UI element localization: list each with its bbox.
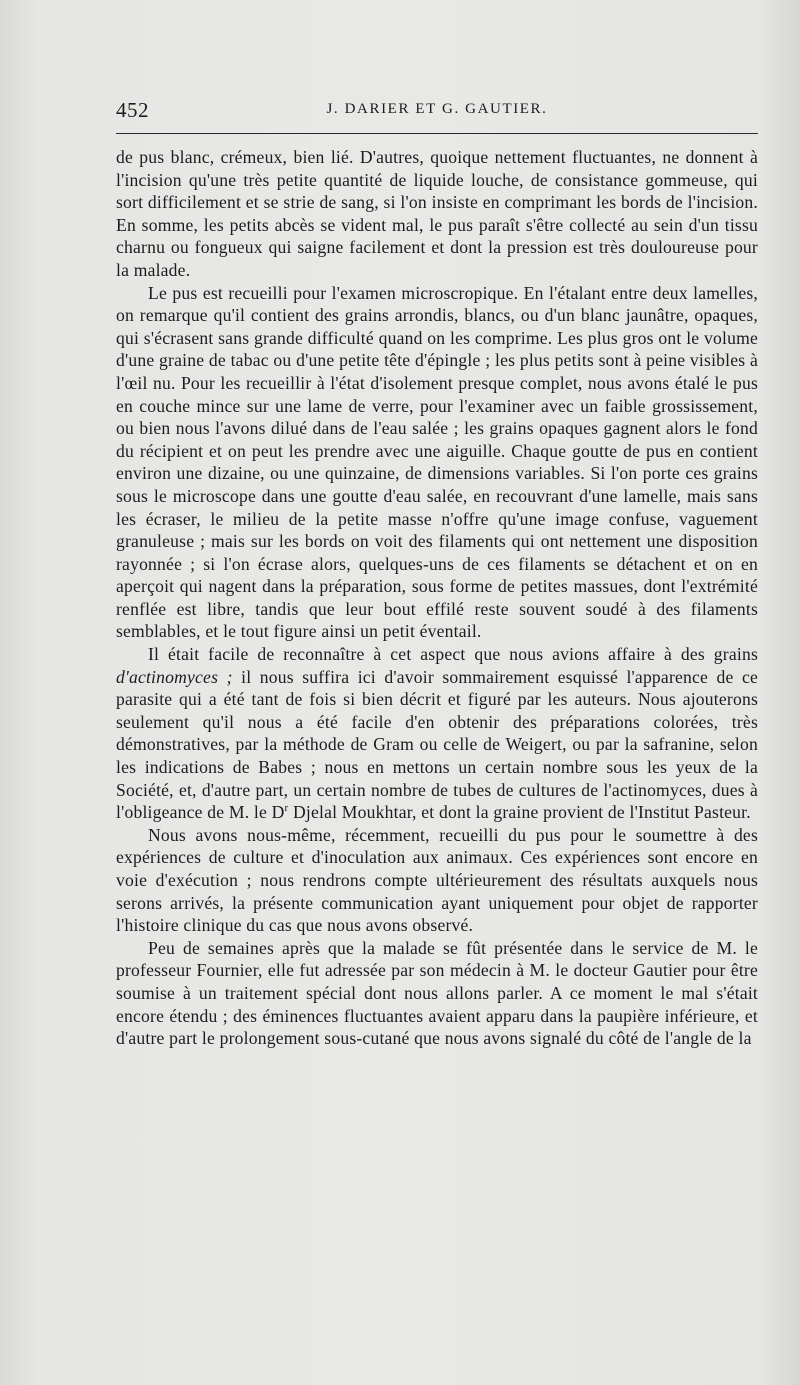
running-title: J. DARIER ET G. GAUTIER. [326, 101, 548, 117]
paragraph-3-italic-term: d'actinomyces ; [116, 666, 233, 687]
paragraph-1: de pus blanc, crémeux, bien lié. D'autres, quoique nettement fluctuantes, ne donnent à l'incision qu'une très petite quantité de liquide louche, de consistance gommeuse, qui sort difficilement et se strie de sang, si l'on insiste en comprimant les bords de l'incision. En somme, les petits abcès se vident mal, le pus paraît s'être collecté au sein d'un tissu charnu ou fongueux qui saigne facilement et dont la pression est très douloureuse pour la malade. [116, 147, 758, 280]
paragraph-5: Peu de semaines après que la malade se fût présentée dans le service de M. le professeur Fournier, elle fut adressée par son médecin à M. le docteur Gautier pour être soumise à un traitement spécial dont nous allons parler. A ce moment le mal s'était encore étendu ; des éminences fluctuantes avaient apparu dans la paupière inférieure, et d'autre part le prolongement sous-cutané que nous avons signalé du côté de l'angle de la [116, 937, 758, 1049]
page-header [116, 98, 758, 128]
paragraph-3-superscript: r [284, 802, 289, 815]
paragraph-3-text-b: il nous suffira ici d'avoir sommairement esquissé l'apparence de ce parasite qui a été tant de fois si bien décrit et figuré par les auteurs. Nous ajouterons seulement qu'il nous a été facile d'en obtenir des préparations colorées, très démonstratives, par la méthode de Gram ou celle de Weigert, ou par la safranine, selon les indications de Babes ; nous en mettons un certain nombre sous les yeux de la Société, et, d'autre part, un certain nombre de tubes de cultures de l'actinomyces, dues à l'obligeance de M. le D [116, 666, 758, 823]
paragraph-4: Nous avons nous-même, récemment, recueilli du pus pour le soumettre à des expériences de culture et d'inoculation aux animaux. Ces expériences sont encore en voie d'exécution ; nous rendrons compte ultérieurement des résultats auxquels nous serons arrivés, la présente communication ayant uniquement pour objet de rapporter l'histoire clinique du cas que nous avons observé. [116, 824, 758, 936]
page-number: 452 [116, 98, 149, 122]
paragraph-2: Le pus est recueilli pour l'examen microscropique. En l'étalant entre deux lamelles, on remarque qu'il contient des grains arrondis, blancs, ou d'un blanc jaunâtre, opaques, qui s'écrasent sans grande difficulté quand on les comprime. Les plus gros ont le volume d'une graine de tabac ou d'une petite tête d'épingle ; les plus petits sont à peine visibles à l'œil nu. Pour les recueillir à l'état d'isolement presque complet, nous avons étalé le pus en couche mince sur une lame de verre, pour l'examiner avec un faible grossissement, ou bien nous l'avons dilué dans de l'eau salée ; les grains opaques gagnent alors le fond du récipient et on peut les prendre avec une aiguille. Chaque goutte de pus en contient environ une dizaine, ou une quinzaine, de dimensions variables. Si l'on porte ces grains sous le microscope dans une goutte d'eau salée, en recouvrant d'une lamelle, mais sans les écraser, le milieu de la petite masse n'offre qu'une image confuse, vaguement granuleuse ; mais sur les bords on voit des filaments qui ont nettement une disposition rayonnée ; si l'on écrase alors, quelques-uns de ces filaments se détachent et on en aperçoit qui nagent dans la préparation, sous forme de petites massues, dont l'extrémité renflée est libre, tandis que leur bout effilé reste souvent soudé à des filaments semblables, et le tout figure ainsi un petit éventail. [116, 282, 758, 642]
paragraph-3-text-a: Il était facile de reconnaître à cet aspect que nous avions affaire à des grains [148, 644, 758, 665]
body-text [116, 146, 758, 1050]
paragraph-3 [116, 643, 758, 824]
header-rule [116, 133, 758, 134]
paragraph-3-text-c: Djelal Moukhtar, et dont la graine provient de l'Institut Pasteur. [288, 802, 751, 823]
